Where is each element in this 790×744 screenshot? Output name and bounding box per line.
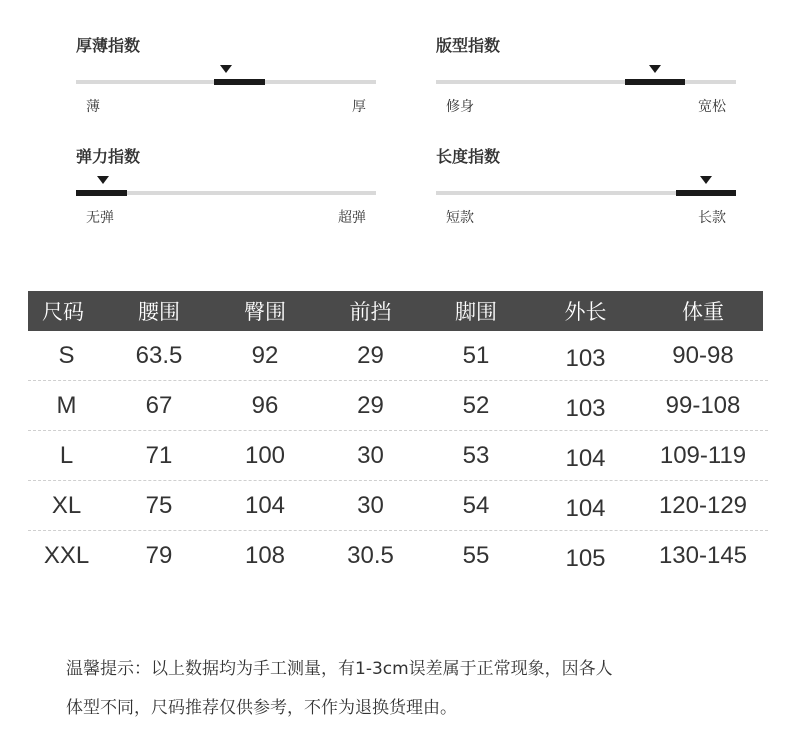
size-cell: L <box>59 441 74 469</box>
weight-cell: 99-108 <box>665 391 741 419</box>
table-row <box>28 431 768 481</box>
outseam-cell: 103 <box>565 344 606 372</box>
measurement-note-line-2: 体型不同，尺码推荐仅供参考，不作为退换货理由。 <box>66 698 457 718</box>
weight-cell: 109-119 <box>659 441 747 469</box>
weight-cell: 130-145 <box>658 542 748 569</box>
front-rise-cell: 29 <box>357 341 384 369</box>
size-cell: S <box>58 341 75 369</box>
fit-index-track <box>436 80 736 84</box>
fit-index <box>436 33 736 123</box>
size-table <box>28 291 768 581</box>
front-rise-cell: 30 <box>357 491 384 519</box>
fit-index-fill <box>625 79 685 85</box>
thickness-index-title: 厚薄指数 <box>76 36 141 55</box>
hip-cell: 96 <box>251 391 279 419</box>
table-row <box>28 531 768 581</box>
table-row <box>28 481 768 531</box>
leg-opening-cell: 51 <box>462 341 490 369</box>
waist-cell: 75 <box>145 491 173 519</box>
elasticity-index-high-label: 超弹 <box>338 210 366 226</box>
header-outseam: 外长 <box>564 300 607 324</box>
weight-cell: 120-129 <box>658 491 748 519</box>
waist-cell: 71 <box>145 441 173 469</box>
leg-opening-cell: 53 <box>462 441 490 469</box>
elasticity-index-track <box>76 191 376 195</box>
header-waist: 腰围 <box>138 300 180 324</box>
thickness-index-marker-icon <box>220 65 232 73</box>
hip-cell: 104 <box>244 491 286 519</box>
outseam-cell: 103 <box>565 394 606 422</box>
elasticity-index-marker-icon <box>97 176 109 184</box>
size-cell: M <box>56 391 77 419</box>
thickness-index-fill <box>214 79 265 85</box>
table-row <box>28 381 768 431</box>
header-size: 尺码 <box>42 300 84 324</box>
fit-index-low-label: 修身 <box>446 99 474 115</box>
thickness-index-high-label: 厚 <box>352 99 366 115</box>
front-rise-cell: 29 <box>357 391 384 419</box>
size-table-header <box>28 291 763 331</box>
elasticity-index-fill <box>76 190 127 196</box>
outseam-cell: 105 <box>565 545 606 572</box>
hip-cell: 92 <box>251 341 279 369</box>
length-index-track <box>436 191 736 195</box>
fit-index-marker-icon <box>649 65 661 73</box>
elasticity-index-title: 弹力指数 <box>76 147 141 166</box>
hip-cell: 108 <box>244 542 286 569</box>
outseam-cell: 104 <box>565 444 606 472</box>
leg-opening-cell: 54 <box>462 491 490 519</box>
length-index-low-label: 短款 <box>446 210 474 226</box>
header-weight: 体重 <box>682 300 724 324</box>
length-index-fill <box>676 190 736 196</box>
table-row <box>28 331 768 381</box>
header-hip: 臀围 <box>244 300 286 324</box>
length-index-marker-icon <box>700 176 712 184</box>
header-front-rise: 前挡 <box>349 300 392 324</box>
waist-cell: 63.5 <box>135 341 183 369</box>
front-rise-cell: 30.5 <box>347 542 394 569</box>
front-rise-cell: 30 <box>357 441 384 469</box>
fit-index-title: 版型指数 <box>436 36 501 55</box>
length-index-title: 长度指数 <box>436 147 501 166</box>
waist-cell: 67 <box>145 391 173 419</box>
length-index-high-label: 长款 <box>698 210 726 226</box>
size-cell: XL <box>51 491 82 519</box>
thickness-index-low-label: 薄 <box>86 99 100 115</box>
leg-opening-cell: 55 <box>462 542 490 569</box>
leg-opening-cell: 52 <box>462 391 490 419</box>
elasticity-index-low-label: 无弹 <box>86 210 114 226</box>
waist-cell: 79 <box>145 542 173 569</box>
thickness-index <box>76 33 376 123</box>
measurement-note-line-1: 温馨提示：以上数据均为手工测量，有1-3cm误差属于正常现象，因各人 <box>66 659 613 679</box>
weight-cell: 90-98 <box>672 341 734 369</box>
outseam-cell: 104 <box>565 494 606 522</box>
length-index <box>436 144 736 234</box>
hip-cell: 100 <box>244 441 286 469</box>
elasticity-index <box>76 144 376 234</box>
fit-index-high-label: 宽松 <box>698 99 726 115</box>
size-cell: XXL <box>43 542 90 569</box>
header-leg-opening: 脚围 <box>455 300 497 324</box>
thickness-index-track <box>76 80 376 84</box>
